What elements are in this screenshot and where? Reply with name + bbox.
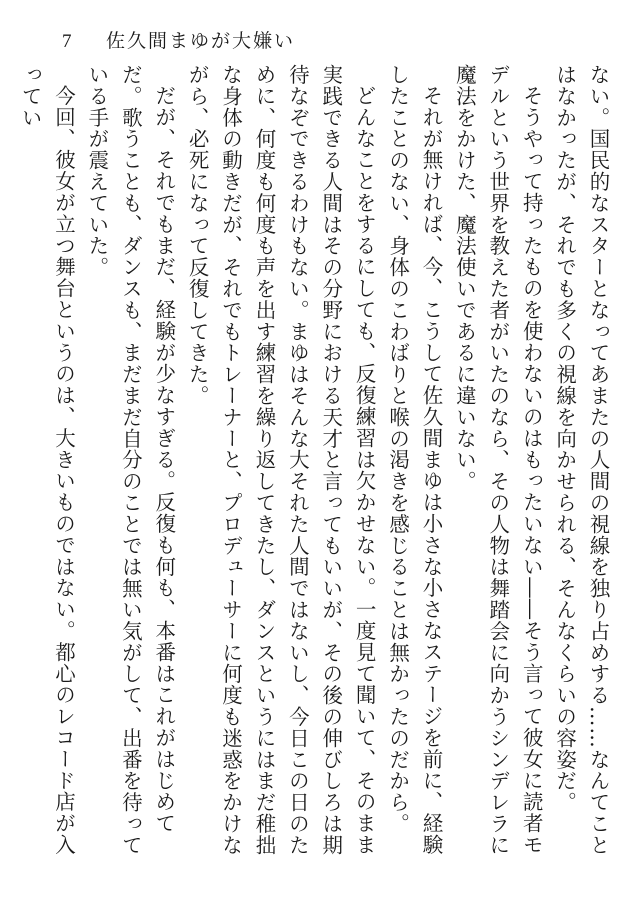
page-number: 7 [62, 31, 72, 52]
paragraph: そうやって持ったものを使わないのはもったいない――そう言って彼女に読者モデルという世界を教えた者がいたのなら、その人物は舞踏会に向かうシンデレラに魔法をかけた、魔法使いであるに違いない。 [452, 64, 544, 856]
paragraph: それが無ければ、今、こうして佐久間まゆは小さな小さなステージを前に、経験したことのない、身体のこわばりと喉の渇きを感じることは無かったのだから。 [385, 64, 443, 855]
paragraph: どんなことをするにしても、反復練習は欠かせない。一度見て聞いて、そのまま実践できる人間はその分野における天才と言ってもいいが、その後の伸びしろは期待なぞできるわけもない。まゆはそんな大それた人間ではないし、今日この日のために、何度も何度も声を出す練習を繰り返してきたし、ダンスというにはまだ稚拙な身体の動きだが、それでもトレーナーと、プロデューサーに何度も迷惑をかけながら、必死になって反復してきた。 [185, 64, 377, 856]
paragraph: だが、それでもまだ、経験が少なすぎる。反復も何も、本番はこれがはじめてだ。歌うことも、ダンスも、まだまだ自分のことでは無い気がして、出番を待っている手が震えていた。 [84, 64, 176, 856]
paragraph: 今回、彼女が立つ舞台というのは、大きいものではない。都心のレコード店が入ってい [18, 64, 76, 855]
page-header [62, 26, 295, 53]
paragraph: ない。国民的なスターとなってあまたの人間の視線を独り占めする……なんてことはなかったが、それでも多くの視線を向かせられる、そんなくらいの容姿だ。 [552, 64, 610, 856]
body-text [14, 64, 614, 874]
book-title: 佐久間まゆが大嫌い [106, 30, 296, 52]
